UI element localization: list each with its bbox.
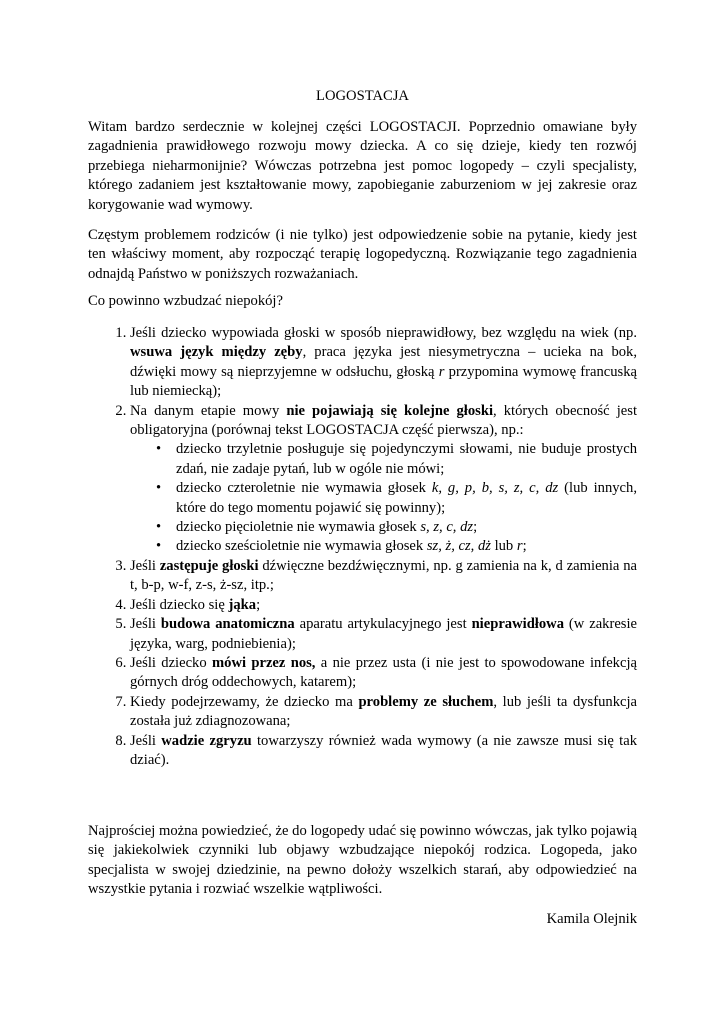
problem-paragraph: Częstym problemem rodziców (i nie tylko) jest odpowiedzenie sobie na pytanie, kiedy jest ten właściwy moment, aby rozpocząć terapię logopedyczną. Rozwiązanie tego zagadnienia odnajdą Państwo w poniższych rozważaniach.	[88, 227, 637, 282]
document-title: LOGOSTACJA	[316, 88, 409, 104]
concern-item-1: 1. Jeśli dziecko wypowiada głoski w sposób nieprawidłowy, bez względu na wiek (np. wsuwa język między zęby, praca języka jest niesymetryczna – ucieka na bok, dźwięki mowy są nieprzyjemne w odsłuchu, głoską r przypomina wymowę francuską lub niemiecką);	[130, 324, 637, 402]
age-example-5: • dziecko pięcioletnie nie wymawia głosek s, z, c, dz;	[176, 518, 637, 537]
author-signature: Kamila Olejnik	[546, 911, 637, 927]
concern-item-6: 6. Jeśli dziecko mówi przez nos, a nie przez usta (i nie jest to spowodowane infekcją górnych dróg oddechowych, katarem);	[130, 654, 637, 693]
age-example-4: • dziecko czteroletnie nie wymawia głosek k, g, p, b, s, z, c, dz (lub innych, które do tego momentu pojawić się powinny);	[176, 479, 637, 518]
concern-item-2: 2. Na danym etapie mowy nie pojawiają się kolejne głoski, których obecność jest obligatoryjna (porównaj tekst LOGOSTACJA część pierwsza), np.: • dziecko trzyletnie posługuje się pojedynczymi słowami, nie buduje prostych zdań, nie zadaje pytań, lub w ogóle nie mówi; • dziecko czteroletnie nie wymawia głosek k, g, p, b, s, z, c, dz (lub innych, które do tego momentu pojawić się powinny); • dziecko pięcioletnie nie wymawia głosek s, z, c, dz; • dziecko sześcioletnie nie wymawia głosek sz, ż, cz, dż lub r;	[130, 402, 637, 557]
concern-item-5: 5. Jeśli budowa anatomiczna aparatu artykulacyjnego jest nieprawidłowa (w zakresie języka, warg, podniebienia);	[130, 615, 637, 654]
age-example-3: • dziecko trzyletnie posługuje się pojedynczymi słowami, nie buduje prostych zdań, nie zadaje pytań, lub w ogóle nie mówi;	[176, 440, 637, 479]
concern-item-7: 7. Kiedy podejrzewamy, że dziecko ma problemy ze słuchem, lub jeśli ta dysfunkcja została już zdiagnozowana;	[130, 693, 637, 732]
age-example-6: • dziecko sześcioletnie nie wymawia głosek sz, ż, cz, dż lub r;	[176, 537, 637, 556]
concern-list	[88, 324, 637, 770]
conclusion-paragraph: Najprościej można powiedzieć, że do logopedy udać się powinno wówczas, jak tylko pojawią się jakiekolwiek czynniki lub objawy wzbudzające niepokój rodzica. Logopeda, jako specjalista w swojej dziedzinie, na pewno dołoży wszelkich starań, aby odpowiedzieć na wszystkie pytania i rozwiać wszelkie wątpliwości.	[88, 823, 637, 898]
concern-item-8: 8. Jeśli wadzie zgryzu towarzyszy również wada wymowy (a nie zawsze musi się tak dziać).	[130, 732, 637, 771]
concern-item-4: 4. Jeśli dziecko się jąka;	[130, 596, 637, 615]
intro-paragraph: Witam bardzo serdecznie w kolejnej części LOGOSTACJI. Poprzednio omawiane były zagadnienia prawidłowego rozwoju mowy dziecka. A co się dzieje, kiedy ten rozwój przebiega nieharmonijnie? Wówczas potrzebna jest pomoc logopedy – czyli specjalisty, którego zadaniem jest kształtowanie mowy, zapobieganie zaburzeniom w jej zakresie oraz korygowanie wad wymowy.	[88, 119, 637, 213]
question-paragraph: Co powinno wzbudzać niepokój?	[88, 293, 283, 309]
concern-item-3: 3. Jeśli zastępuje głoski dźwięczne bezdźwięcznymi, np. g zamienia na k, d zamienia na t, b-p, w-f, z-s, ż-sz, itp.;	[130, 557, 637, 596]
age-examples-list	[130, 440, 637, 556]
